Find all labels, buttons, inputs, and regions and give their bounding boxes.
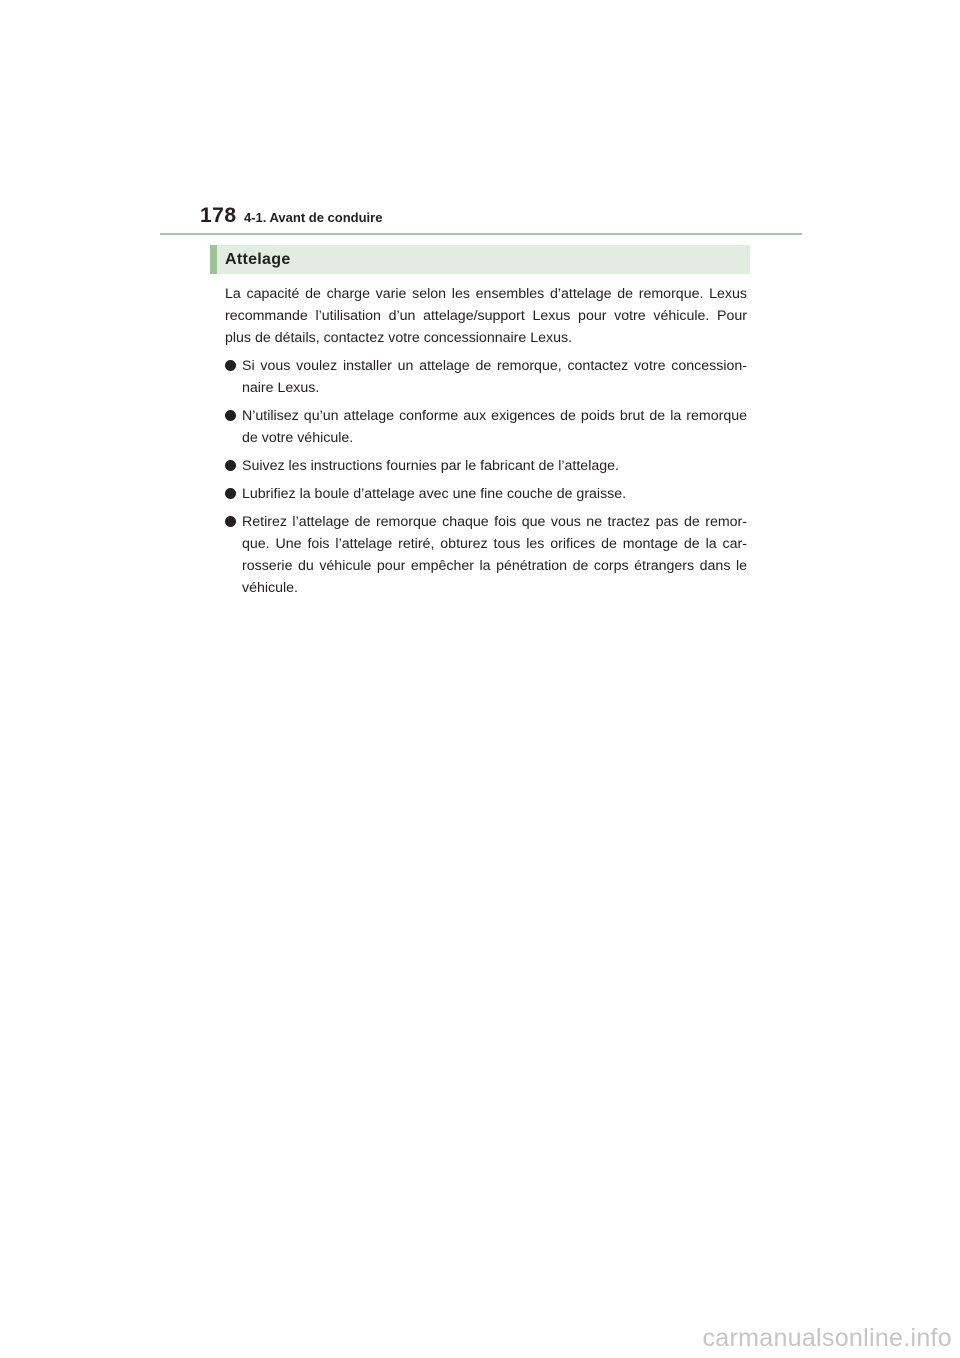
bullet-text: Retirez l’attelage de remorque chaque fois que vous ne tractez pas de remorque. Une fois l’attelage retiré, obturez tous les orifices de montage de la carrosserie du véhicule pour empêcher la pénétration de corps étrangers dans le véhicule. <box>242 514 747 596</box>
bullet-item <box>225 511 747 599</box>
bullet-item <box>225 455 747 477</box>
subsection-title: Attelage <box>225 251 291 268</box>
body-content <box>225 283 747 605</box>
section-title: 4-1. Avant de conduire <box>244 210 383 225</box>
bullet-item <box>225 483 747 505</box>
page-header <box>160 200 802 236</box>
bullet-list <box>225 355 747 599</box>
bullet-dot-icon <box>225 410 236 421</box>
bullet-dot-icon <box>225 488 236 499</box>
bullet-text: N’utilisez qu’un attelage conforme aux exigences de poids brut de la remorque de votre véhicule. <box>242 408 747 446</box>
page-number: 178 <box>200 204 237 227</box>
header-divider <box>160 233 802 235</box>
bullet-item <box>225 355 747 399</box>
bullet-dot-icon <box>225 460 236 471</box>
subsection-heading <box>210 245 750 274</box>
bullet-dot-icon <box>225 360 236 371</box>
intro-paragraph: La capacité de charge varie selon les ensembles d’attelage de remorque. Lexus recommande l’utilisation d’un attelage/support Lexus pour votre véhicule. Pour plus de détails, contactez votre concessionnaire Lexus. <box>225 286 747 346</box>
subsection-accent-bar <box>210 245 217 274</box>
bullet-dot-icon <box>225 516 236 527</box>
bullet-text: Suivez les instructions fournies par le fabricant de l’attelage. <box>242 458 619 474</box>
bullet-text: Lubrifiez la boule d’attelage avec une fine couche de graisse. <box>242 486 627 502</box>
bullet-item <box>225 405 747 449</box>
bullet-text: Si vous voulez installer un attelage de remorque, contactez votre concessionnaire Lexus. <box>242 358 747 396</box>
watermark: carmanualsonline.info <box>702 1324 952 1352</box>
